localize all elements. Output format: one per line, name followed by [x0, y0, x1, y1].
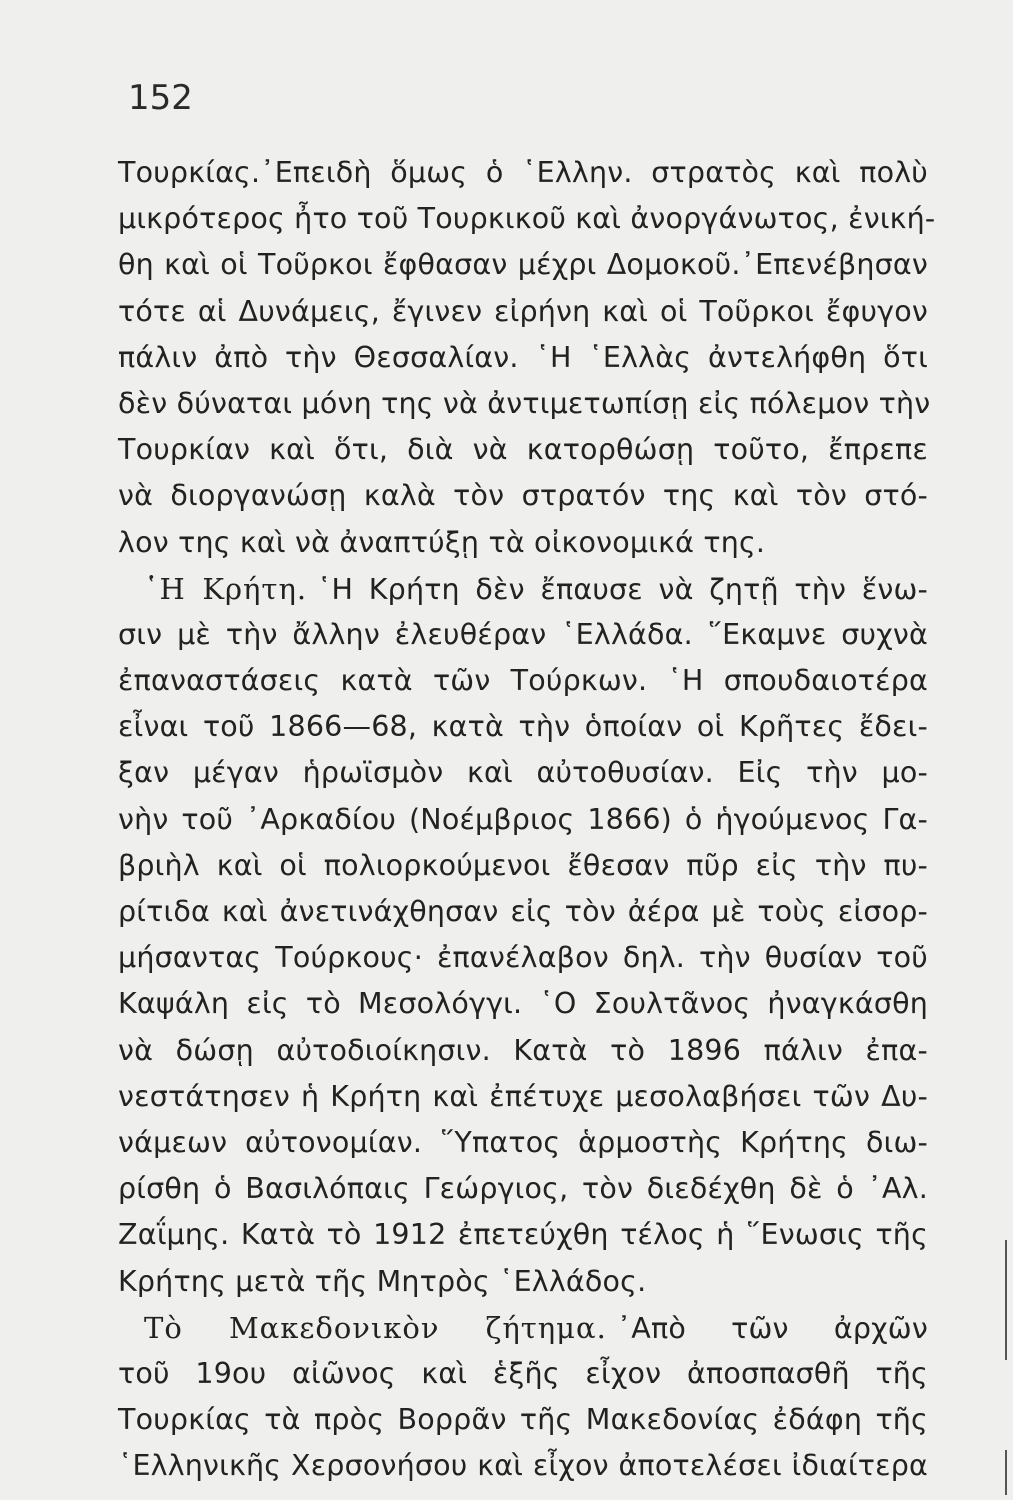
text-line: Τουρκίας τὰ πρὸς Βορρᾶν τῆς Μακεδονίας ἐδάφη τῆς: [118, 1403, 928, 1437]
text-line: Κρήτης μετὰ τῆς Μητρὸς ῾Ελλάδος.: [118, 1264, 647, 1298]
crete-heading-line: [118, 566, 928, 612]
body-text: [118, 150, 936, 1489]
text-line: νὴν τοῦ ᾿Αρκαδίου (Νοέμβριος 1866) ὁ ἡγούμενος Γα-: [118, 802, 928, 836]
text-line: νάμεων αὐτονομίαν. ῞Υπατος ἁρμοστὴς Κρήτης διω-: [118, 1125, 928, 1159]
text-line: βριὴλ καὶ οἱ πολιορκούμενοι ἔθεσαν πῦρ εἰς τὴν πυ-: [118, 848, 928, 882]
crete-heading: ῾Η Κρήτη.: [144, 571, 308, 606]
text-line: ρίτιδα καὶ ἀνετινάχθησαν εἰς τὸν ἀέρα μὲ τοὺς εἰσορ-: [118, 895, 928, 928]
text-line: νεστάτησεν ἡ Κρήτη καὶ ἐπέτυχε μεσολαβήσει τῶν Δυ-: [118, 1079, 928, 1113]
text-line: Τουρκίας.᾿Επειδὴ ὅμως ὁ ῾Ελλην. στρατὸς καὶ πολὺ: [118, 156, 928, 189]
text-line: πάλιν ἀπὸ τὴν Θεσσαλίαν. ῾Η ῾Ελλὰς ἀντελήφθη ὅτι: [118, 340, 928, 374]
text-line: νὰ διοργανώσῃ καλὰ τὸν στρατόν της καὶ τὸν στό-: [118, 479, 928, 513]
text-line: ῾Ελληνικῆς Χερσονήσου καὶ εἶχον ἀποτελέσει ἰδιαίτερα: [118, 1449, 928, 1483]
text-line: τότε αἱ Δυνάμεις, ἔγινεν εἰρήνη καὶ οἱ Τοῦρκοι ἔφυγον: [118, 294, 928, 328]
text-line: Καψάλη εἰς τὸ Μεσολόγγι. ῾Ο Σουλτᾶνος ἠναγκάσθη: [118, 987, 928, 1021]
text-line: ἐπαναστάσεις κατὰ τῶν Τούρκων. ῾Η σπουδαιοτέρα: [118, 664, 928, 698]
text-line: μήσαντας Τούρκους· ἐπανέλαβον δηλ. τὴν θυσίαν τοῦ: [118, 941, 928, 975]
text-line: τοῦ 19ου αἰῶνος καὶ ἑξῆς εἶχον ἀποσπασθῆ τῆς: [118, 1356, 928, 1390]
text-line: ρίσθη ὁ Βασιλόπαις Γεώργιος, τὸν διεδέχθη δὲ ὁ ᾿Αλ.: [118, 1172, 928, 1206]
text-line: μικρότερος ἦτο τοῦ Τουρκικοῦ καὶ ἀνοργάνωτος, ἐνική-: [118, 202, 936, 236]
text-line: εἶναι τοῦ 1866—68, κατὰ τὴν ὁποίαν οἱ Κρῆτες ἔδει-: [118, 710, 928, 744]
page-number: 152: [128, 78, 193, 118]
text-line: σιν μὲ τὴν ἄλλην ἐλευθέραν ῾Ελλάδα. ῞Εκαμνε συχνὰ: [118, 617, 928, 651]
text-line: ῾Η Κρήτη δὲν ἔπαυσε νὰ ζητῇ τὴν ἕνω-: [317, 572, 928, 606]
text-line: ξαν μέγαν ἡρωϊσμὸν καὶ αὐτοθυσίαν. Εἰς τὴν μο-: [118, 756, 928, 790]
text-line: θη καὶ οἱ Τοῦρκοι ἔφθασαν μέχρι Δομοκοῦ.᾿Επενέβησαν: [118, 248, 928, 282]
text-line: Τουρκίαν καὶ ὅτι, διὰ νὰ κατορθώσῃ τοῦτο, ἔπρεπε: [118, 433, 928, 467]
page-edge-mark: [1005, 1450, 1007, 1495]
text-line: λον της καὶ νὰ ἀναπτύξῃ τὰ οἰκονομικά της.: [118, 525, 766, 559]
macedonia-heading-line: [118, 1305, 928, 1351]
text-line: νὰ δώσῃ αὐτοδιοίκησιν. Κατὰ τὸ 1896 πάλιν ἐπα-: [118, 1033, 928, 1067]
macedonia-heading: Τὸ Μακεδονικὸν ζήτημα.: [144, 1310, 607, 1345]
text-line: δὲν δύναται μόνη της νὰ ἀντιμετωπίσῃ εἰς πόλεμον τὴν: [118, 386, 931, 420]
page-edge-mark: [1005, 1240, 1007, 1360]
text-line: ᾿Απὸ τῶν ἀρχῶν: [616, 1311, 928, 1345]
text-line: Ζαΐμης. Κατὰ τὸ 1912 ἐπετεύχθη τέλος ἡ ῞Ενωσις τῆς: [118, 1218, 928, 1252]
